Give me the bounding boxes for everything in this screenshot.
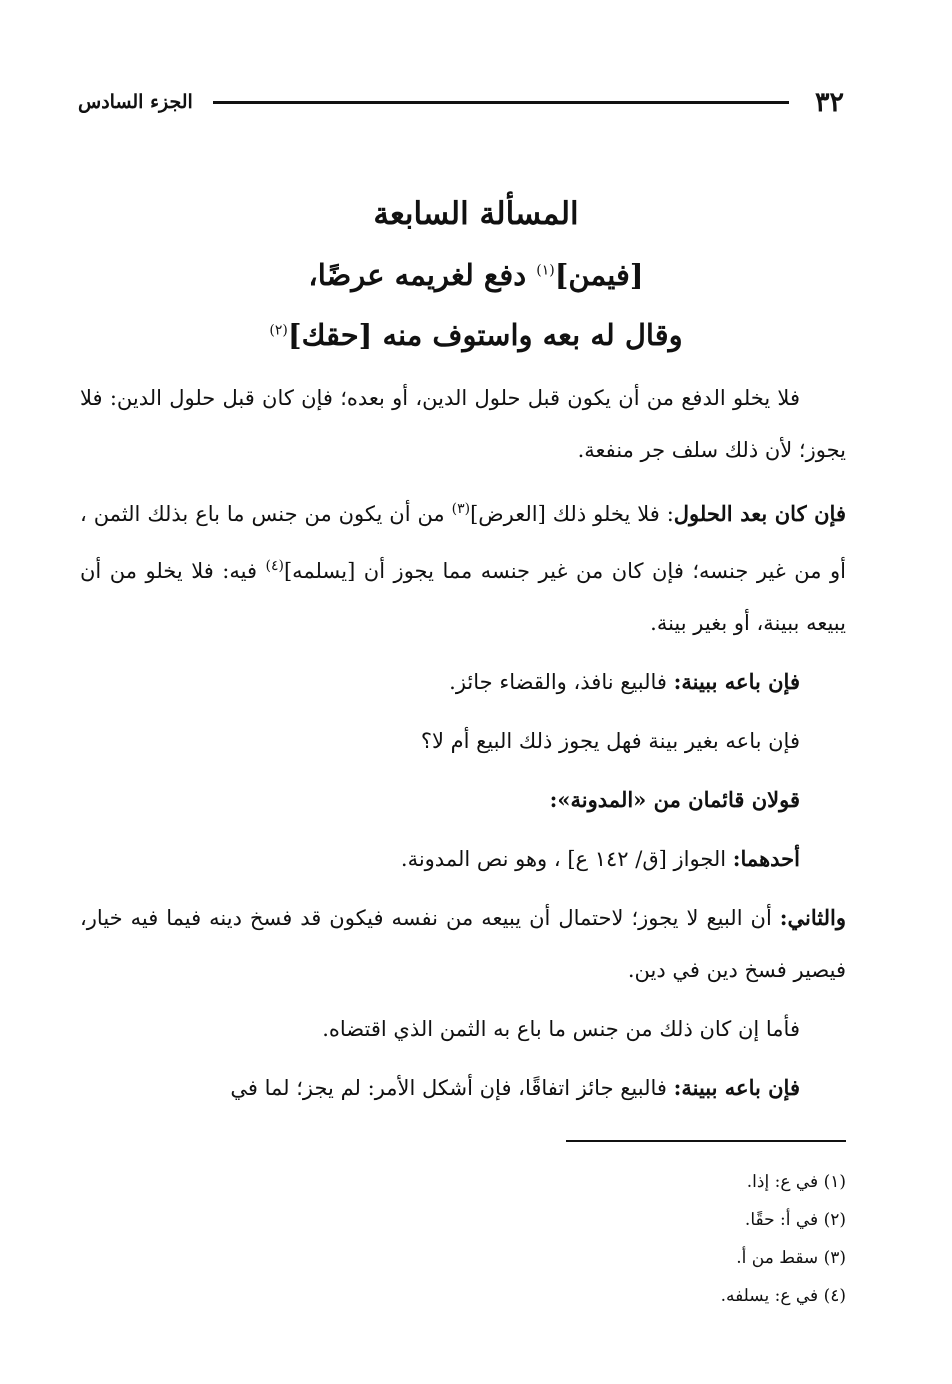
chapter-title [60,196,892,232]
footnote-ref-1: (١) [536,262,555,279]
paragraph-2-part-c: فيه: فلا يخلو من أن يبيعه ببينة، أو بغير بينة. [80,559,846,635]
paragraph-6-text: الجواز [ق/ ١٤٢ ع] ، وهو نص المدونة. [400,847,733,871]
paragraph-5-lead: قولان قائمان من «المدونة»: [549,787,800,812]
footnote-2: (٢) في أ: حقًا. [744,1210,846,1230]
footnote-4: (٤) في ع: يسلفه. [720,1286,846,1306]
page-header [78,82,844,122]
paragraph-9-lead: فإن باعه ببينة: [673,1075,800,1100]
footnote-1: (١) في ع: إذا. [746,1172,846,1192]
chapter-subtitle-line-1 [60,258,892,292]
paragraph-3-lead: فإن باعه ببينة: [673,669,800,694]
paragraph-4: فإن باعه بغير بينة فهل يجوز ذلك البيع أم لا؟ [420,729,800,753]
paragraph-9 [80,1062,846,1114]
paragraph-7 [80,892,846,996]
chapter-title-text: المسألة السابعة [373,196,579,232]
paragraph-3 [80,656,846,708]
body-text [80,372,846,1121]
footnote-3: (٣) سقط من أ. [736,1248,846,1268]
footnote-ref-4: (٤) [265,558,284,574]
chapter-subtitle-line-2 [60,318,892,352]
paragraph-2 [80,483,846,649]
paragraph-2-part-a: : فلا يخلو ذلك [العرض] [470,502,674,526]
paragraph-2-part-b: من أن يكون من جنس ما باع بذلك الثمن ، أو من غير جنسه؛ فإن كان من غير جنسه مما يجوز أن [يسلمه] [80,502,846,583]
running-title: الجزء السادس [78,91,193,113]
footnotes [500,1163,846,1315]
paragraph-2-lead: فإن كان بعد الحلول [673,501,846,526]
subtitle-text-1: دفع لغريمه عرضًا، [308,258,527,292]
footnote-separator [566,1140,846,1142]
paragraph-8: فأما إن كان ذلك من جنس ما باع به الثمن الذي اقتضاه. [322,1017,800,1041]
paragraph-1: فلا يخلو الدفع من أن يكون قبل حلول الدين، أو بعده؛ فإن كان قبل حلول الدين: فلا يجوز؛ لأن ذلك سلف جر منفعة. [80,386,846,462]
paragraph-3-text: فالبيع نافذ، والقضاء جائز. [449,670,674,694]
paragraph-7-text: أن البيع لا يجوز؛ لاحتمال أن يبيعه من نفسه فيكون قد فسخ دينه فيما فيه خيار، فيصير فسخ دين في دين. [80,906,846,982]
subtitle-text-2: وقال له بعه واستوف منه [382,318,683,352]
footnote-ref-2: (٢) [269,322,288,339]
header-rule [213,101,789,104]
paragraph-6-lead: أحدهما: [732,846,800,871]
subtitle-bracket-word-2: [حقك] [287,318,373,352]
footnote-ref-3: (٣) [451,501,471,517]
subtitle-bracket-word: [فيمن] [554,258,644,292]
paragraph-7-lead: والثاني: [779,905,846,930]
paragraph-6 [80,833,846,885]
page-number: ٣٢ [814,86,844,118]
paragraph-9-text: فالبيع جائز اتفاقًا، فإن أشكل الأمر: لم يجز؛ لما في [230,1076,674,1100]
paragraph-5 [80,774,846,826]
